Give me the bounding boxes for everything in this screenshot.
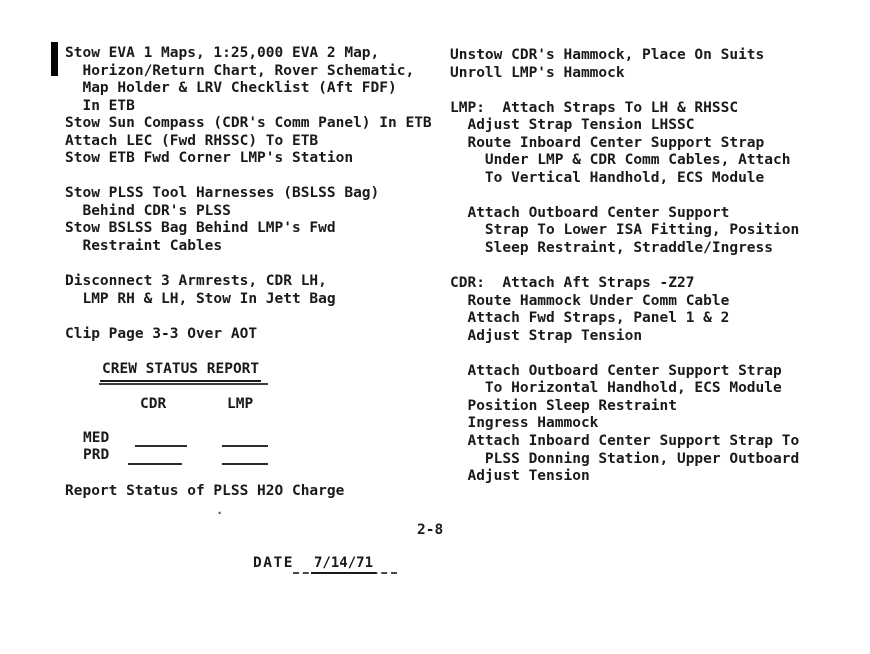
- checklist-line: Restraint Cables: [65, 238, 223, 255]
- prd-lmp-blank-field: [222, 449, 268, 465]
- checklist-line: PLSS Donning Station, Upper Outboard: [450, 450, 800, 467]
- checklist-line: [450, 187, 799, 205]
- left-column: [65, 45, 432, 343]
- checklist-line: LMP: Attach Straps To LH & RHSSC: [450, 99, 739, 116]
- checklist-line: Strap To Lower ISA Fitting, Position: [450, 222, 800, 239]
- crew-status-row-prd: PRD: [83, 447, 110, 463]
- prd-cdr-blank-field: [128, 449, 182, 465]
- med-lmp-blank-field: [222, 431, 268, 447]
- date-value: 7/14/71: [311, 555, 376, 574]
- scan-speck: .: [216, 503, 224, 517]
- checklist-line: Position Sleep Restraint: [450, 397, 677, 414]
- checklist-line: LMP RH & LH, Stow In Jett Bag: [65, 290, 336, 307]
- checklist-line: CDR: Attach Aft Straps -Z27: [450, 275, 695, 292]
- checklist-line: Route Inboard Center Support Strap: [450, 134, 765, 151]
- checklist-line: Adjust Strap Tension LHSSC: [450, 117, 695, 134]
- checklist-line: Ingress Hammock: [450, 415, 599, 432]
- page-number: 2-8: [417, 522, 444, 538]
- checklist-line: Attach Outboard Center Support: [450, 204, 730, 221]
- checklist-line: [65, 256, 432, 274]
- checklist-line: [450, 82, 799, 100]
- checklist-line: Clip Page 3-3 Over AOT: [65, 325, 258, 342]
- date-blank-field: [293, 552, 397, 574]
- checklist-line: Attach LEC (Fwd RHSSC) To ETB: [65, 132, 319, 149]
- right-column: [450, 47, 799, 486]
- checklist-line: Stow Sun Compass (CDR's Comm Panel) In ETB: [65, 115, 432, 132]
- checklist-line: Under LMP & CDR Comm Cables, Attach: [450, 152, 791, 169]
- crew-status-column-lmp: LMP: [227, 396, 254, 412]
- checklist-line: Unroll LMP's Hammock: [450, 64, 625, 81]
- checklist-line: Attach Outboard Center Support Strap: [450, 362, 782, 379]
- checklist-line: Route Hammock Under Comm Cable: [450, 292, 730, 309]
- checklist-line: Stow PLSS Tool Harnesses (BSLSS Bag): [65, 185, 380, 202]
- checklist-line: Adjust Strap Tension: [450, 327, 643, 344]
- checklist-line: Stow BSLSS Bag Behind LMP's Fwd: [65, 220, 336, 237]
- crew-status-column-cdr: CDR: [140, 396, 167, 412]
- checklist-line: Stow EVA 1 Maps, 1:25,000 EVA 2 Map,: [65, 45, 380, 61]
- checklist-line: [450, 345, 799, 363]
- crew-status-report-title: CREW STATUS REPORT: [100, 361, 261, 382]
- checklist-line: Disconnect 3 Armrests, CDR LH,: [65, 273, 327, 290]
- checklist-line: To Horizontal Handhold, ECS Module: [450, 380, 782, 397]
- checklist-line: [65, 308, 432, 326]
- checklist-line: Attach Fwd Straps, Panel 1 & 2: [450, 310, 730, 327]
- checklist-line: To Vertical Handhold, ECS Module: [450, 169, 765, 186]
- revision-change-bar: [51, 42, 58, 76]
- checklist-line: Stow ETB Fwd Corner LMP's Station: [65, 150, 354, 167]
- checklist-line: Unstow CDR's Hammock, Place On Suits: [450, 47, 765, 63]
- checklist-line: Map Holder & LRV Checklist (Aft FDF): [65, 80, 397, 97]
- checklist-line: Sleep Restraint, Straddle/Ingress: [450, 240, 774, 257]
- report-status-line: Report Status of PLSS H2O Charge: [65, 483, 345, 499]
- checklist-line: Behind CDR's PLSS: [65, 202, 231, 219]
- crew-status-report-heading: [100, 361, 261, 382]
- checklist-line: Attach Inboard Center Support Strap To: [450, 433, 800, 450]
- checklist-line: Adjust Tension: [450, 468, 590, 485]
- med-cdr-blank-field: [135, 431, 187, 447]
- date-label: DATE: [253, 555, 294, 571]
- checklist-line: [65, 168, 432, 186]
- checklist-line: Horizon/Return Chart, Rover Schematic,: [65, 62, 415, 79]
- checklist-line: In ETB: [65, 97, 135, 114]
- checklist-line: [450, 258, 799, 276]
- crew-status-row-med: MED: [83, 430, 110, 446]
